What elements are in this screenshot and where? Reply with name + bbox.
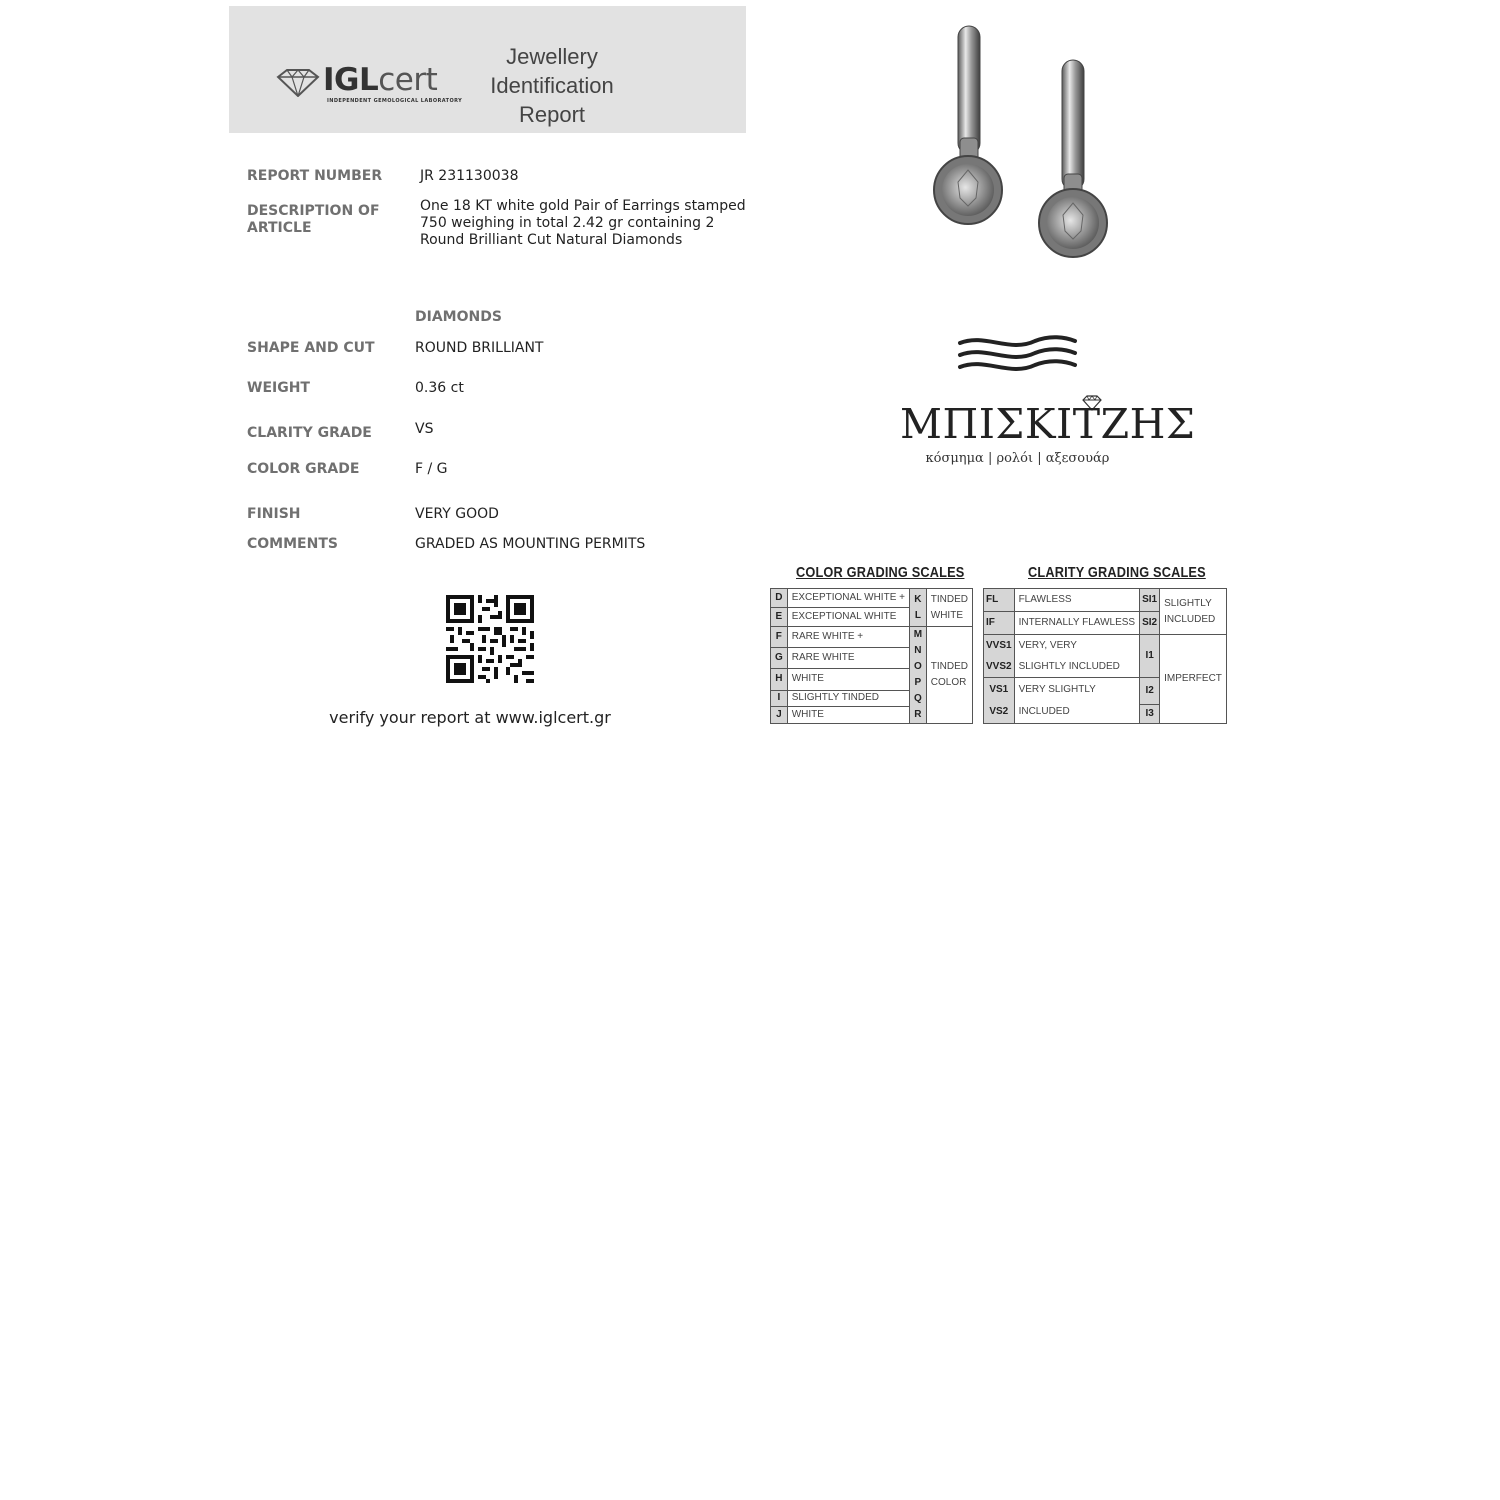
table-row: F RARE WHITE + M N O P Q R TINDED COLOR <box>771 627 973 648</box>
clarity-scale-title: CLARITY GRADING SCALES <box>1028 564 1206 581</box>
clarity-scale-table: FL FLAWLESS SI1 SLIGHTLY INCLUDED IF INTERNALLY FLAWLESS SI2 VVS1 VVS2 VERY, VERY SLIGHTLY INCLUDED I1 IMPERFECT VS1 VS2 VERY SLIGHTLY INCLUDED I2 I3 <box>983 588 1227 724</box>
clarity-label: CLARITY GRADE <box>247 425 372 441</box>
table-row: VS1 VS2 VERY SLIGHTLY INCLUDED I2 <box>984 678 1227 705</box>
color-scale-title: COLOR GRADING SCALES <box>796 564 965 581</box>
report-title: Jewellery Identification Report <box>490 44 614 127</box>
color-scale-table <box>770 588 973 724</box>
logo-suffix: cert <box>378 62 438 98</box>
logo-subtitle: INDEPENDENT GEMOLOGICAL LABORATORY <box>327 98 463 104</box>
diamonds-heading: DIAMONDS <box>415 309 502 325</box>
table-row: H WHITE <box>771 669 973 690</box>
comments-label: COMMENTS <box>247 536 338 552</box>
table-row: J WHITE <box>771 707 973 724</box>
shape-value: ROUND BRILLIANT <box>415 340 544 356</box>
brand-name: ΜΠΙΣΚΙΤΖΗΣ <box>900 400 1196 448</box>
earrings-photo <box>920 20 1120 260</box>
finish-label: FINISH <box>247 506 301 522</box>
finish-value: VERY GOOD <box>415 506 499 522</box>
table-row: I SLIGHTLY TINDED <box>771 690 973 707</box>
table-row: E EXCEPTIONAL WHITE <box>771 608 973 627</box>
brand-tagline: κόσμημα | ρολόι | αξεσουάρ <box>925 451 1110 466</box>
description-label: DESCRIPTION OF ARTICLE <box>247 203 380 236</box>
color-label: COLOR GRADE <box>247 461 360 477</box>
table-row: IF INTERNALLY FLAWLESS SI2 <box>984 612 1227 635</box>
logo-brand: IGL <box>323 62 379 98</box>
iglcert-logo <box>275 62 463 107</box>
qr-code-icon[interactable] <box>446 595 534 683</box>
table-row: FL FLAWLESS SI1 SLIGHTLY INCLUDED <box>984 589 1227 612</box>
report-number-label: REPORT NUMBER <box>247 168 383 184</box>
table-row: I3 <box>984 705 1227 724</box>
table-row: D EXCEPTIONAL WHITE + K L TINDED WHITE <box>771 589 973 608</box>
weight-label: WEIGHT <box>247 380 310 396</box>
table-row: G RARE WHITE <box>771 648 973 669</box>
report-header <box>229 6 746 133</box>
clarity-value: VS <box>415 421 434 437</box>
comments-value: GRADED AS MOUNTING PERMITS <box>415 536 646 552</box>
weight-value: 0.36 ct <box>415 380 464 396</box>
verify-text: verify your report at www.iglcert.gr <box>329 708 611 727</box>
diamond-icon <box>275 69 321 97</box>
shape-label: SHAPE AND CUT <box>247 340 375 356</box>
color-value: F / G <box>415 461 448 477</box>
brand-waves-logo <box>955 333 1080 383</box>
description-value: One 18 KT white gold Pair of Earrings stamped 750 weighing in total 2.42 gr containing 2 Round Brilliant Cut Natural Diamonds <box>420 198 746 248</box>
report-number-value: JR 231130038 <box>420 168 519 184</box>
